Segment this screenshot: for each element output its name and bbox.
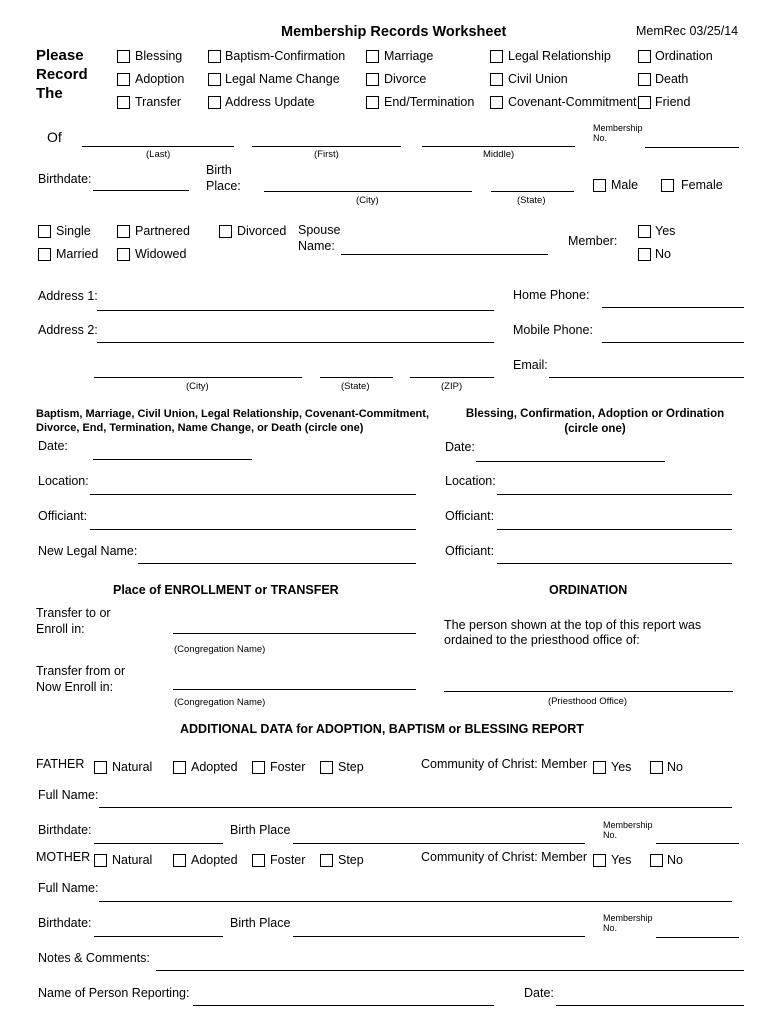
end-termination-checkbox[interactable] xyxy=(366,96,379,109)
father-member-no-checkbox[interactable] xyxy=(650,761,663,774)
address-update-label: Address Update xyxy=(225,95,315,109)
mother-adopted-label: Adopted xyxy=(191,853,238,867)
transfer-label: Transfer xyxy=(135,95,182,109)
enrollment-heading: Place of ENROLLMENT or TRANSFER xyxy=(113,583,339,597)
priesthood-office-caption: (Priesthood Office) xyxy=(548,696,628,707)
left-event-heading-2: Divorce, End, Termination, Name Change, or Death (circle one) xyxy=(36,422,364,434)
mother-full-name-field[interactable] xyxy=(99,901,732,902)
email-label: Email: xyxy=(513,358,548,372)
married-checkbox[interactable] xyxy=(38,248,51,261)
mother-foster-checkbox[interactable] xyxy=(252,854,265,867)
address-city-caption: (City) xyxy=(186,381,209,392)
divorced-checkbox[interactable] xyxy=(219,225,232,238)
baptism-confirmation-checkbox[interactable] xyxy=(208,50,221,63)
new-legal-name-label: New Legal Name: xyxy=(38,544,138,558)
mother-community-label: Community of Christ: Member xyxy=(421,850,588,864)
end-termination-label: End/Termination xyxy=(384,95,475,109)
divorce-checkbox[interactable] xyxy=(366,73,379,86)
father-step-label: Step xyxy=(338,760,364,774)
left-date-label: Date: xyxy=(38,439,68,453)
widowed-checkbox[interactable] xyxy=(117,248,130,261)
report-date-label: Date: xyxy=(524,986,554,1000)
mother-step-label: Step xyxy=(338,853,364,867)
address-state-field[interactable] xyxy=(320,377,393,378)
mother-natural-label: Natural xyxy=(112,853,153,867)
transfer-to-caption: (Congregation Name) xyxy=(174,644,266,655)
mother-foster-label: Foster xyxy=(270,853,306,867)
report-date-field[interactable] xyxy=(556,1005,744,1006)
address2-label: Address 2: xyxy=(38,323,98,337)
first-name-field[interactable] xyxy=(252,146,401,147)
mother-birth-place-label: Birth Place xyxy=(230,916,291,930)
divorce-label: Divorce xyxy=(384,72,427,86)
please-record-label-2: Record xyxy=(36,66,88,83)
mobile-phone-field[interactable] xyxy=(602,342,744,343)
ordination-heading: ORDINATION xyxy=(549,583,628,597)
ordination-text-1: The person shown at the top of this report was xyxy=(444,618,702,632)
reporter-label: Name of Person Reporting: xyxy=(38,986,190,1000)
blessing-label: Blessing xyxy=(135,49,183,63)
civil-union-checkbox[interactable] xyxy=(490,73,503,86)
mother-member-no-checkbox[interactable] xyxy=(650,854,663,867)
address1-label: Address 1: xyxy=(38,289,98,303)
mother-label: MOTHER xyxy=(36,850,91,864)
birthdate-label: Birthdate: xyxy=(38,172,92,186)
father-membership-no-label-1: Membership xyxy=(603,820,653,830)
spouse-label-2: Name: xyxy=(298,239,335,253)
father-birth-place-field[interactable] xyxy=(293,843,585,844)
birthdate-field[interactable] xyxy=(93,190,189,191)
ordination-text-2: ordained to the priesthood office of: xyxy=(444,633,640,647)
mother-membership-no-label-1: Membership xyxy=(603,913,653,923)
right-date-field[interactable] xyxy=(476,461,665,462)
friend-checkbox[interactable] xyxy=(638,96,651,109)
legal-relationship-checkbox[interactable] xyxy=(490,50,503,63)
last-caption: (Last) xyxy=(146,149,171,160)
address2-field[interactable] xyxy=(97,342,494,343)
mother-full-name-label: Full Name: xyxy=(38,881,99,895)
member-yes-checkbox[interactable] xyxy=(638,225,651,238)
baptism-confirmation-label: Baptism-Confirmation xyxy=(225,49,346,63)
member-no-label: No xyxy=(655,247,671,261)
address-city-field[interactable] xyxy=(94,377,302,378)
transfer-to-label-1: Transfer to or xyxy=(36,606,111,620)
transfer-to-field[interactable] xyxy=(173,633,416,634)
transfer-from-field[interactable] xyxy=(173,689,416,690)
left-officiant-label: Officiant: xyxy=(38,509,88,523)
male-label: Male xyxy=(611,178,639,192)
male-checkbox[interactable] xyxy=(593,179,606,192)
mother-natural-checkbox[interactable] xyxy=(94,854,107,867)
birth-place-label-1: Birth xyxy=(206,163,232,177)
reporter-field[interactable] xyxy=(193,1005,494,1006)
right-event-heading-2: (circle one) xyxy=(564,423,626,435)
new-legal-name-field[interactable] xyxy=(138,563,416,564)
right-officiant-label-2: Officiant: xyxy=(445,544,495,558)
birth-state-field[interactable] xyxy=(491,191,574,192)
mother-membership-no-field[interactable] xyxy=(656,937,739,938)
last-name-field[interactable] xyxy=(82,146,234,147)
father-label: FATHER xyxy=(36,757,85,771)
please-record-label-3: The xyxy=(36,85,63,102)
left-date-field[interactable] xyxy=(93,459,252,460)
female-label: Female xyxy=(681,178,723,192)
home-phone-field[interactable] xyxy=(602,307,744,308)
father-birth-place-label: Birth Place xyxy=(230,823,291,837)
transfer-from-label-2: Now Enroll in: xyxy=(36,680,114,694)
widowed-label: Widowed xyxy=(135,247,187,261)
mother-birthdate-label: Birthdate: xyxy=(38,916,92,930)
father-step-checkbox[interactable] xyxy=(320,761,333,774)
mother-step-checkbox[interactable] xyxy=(320,854,333,867)
right-location-field[interactable] xyxy=(497,494,732,495)
legal-relationship-label: Legal Relationship xyxy=(508,49,611,63)
father-birthdate-label: Birthdate: xyxy=(38,823,92,837)
member-yes-label: Yes xyxy=(655,224,676,238)
please-record-label-1: Please xyxy=(36,47,84,64)
left-event-heading-1: Baptism, Marriage, Civil Union, Legal Relationship, Covenant-Commitment, xyxy=(36,408,429,420)
priesthood-office-field[interactable] xyxy=(444,691,733,692)
member-no-checkbox[interactable] xyxy=(638,248,651,261)
address-zip-field[interactable] xyxy=(410,377,494,378)
single-label: Single xyxy=(56,224,91,238)
home-phone-label: Home Phone: xyxy=(513,288,590,302)
left-location-label: Location: xyxy=(38,474,89,488)
friend-label: Friend xyxy=(655,95,691,109)
female-checkbox[interactable] xyxy=(661,179,674,192)
right-location-label: Location: xyxy=(445,474,496,488)
father-adopted-checkbox[interactable] xyxy=(173,761,186,774)
spouse-label-1: Spouse xyxy=(298,223,341,237)
right-event-heading-1: Blessing, Confirmation, Adoption or Ordination xyxy=(465,408,725,420)
mother-birthdate-field[interactable] xyxy=(94,936,223,937)
transfer-from-label-1: Transfer from or xyxy=(36,664,126,678)
marriage-label: Marriage xyxy=(384,49,434,63)
birth-state-caption: (State) xyxy=(517,195,546,206)
transfer-from-caption: (Congregation Name) xyxy=(174,697,266,708)
adoption-label: Adoption xyxy=(135,72,185,86)
father-member-yes-label: Yes xyxy=(611,760,632,774)
mother-birth-place-field[interactable] xyxy=(293,936,585,937)
death-label: Death xyxy=(655,72,689,86)
father-birthdate-field[interactable] xyxy=(94,843,223,844)
partnered-label: Partnered xyxy=(135,224,190,238)
transfer-checkbox[interactable] xyxy=(117,96,130,109)
left-officiant-field[interactable] xyxy=(90,529,416,530)
middle-name-field[interactable] xyxy=(422,146,575,147)
birth-city-caption: (City) xyxy=(356,195,379,206)
father-membership-no-label-2: No. xyxy=(603,830,618,840)
membership-no-field[interactable] xyxy=(645,147,739,148)
married-label: Married xyxy=(56,247,99,261)
covenant-commitment-label: Covenant-Commitment xyxy=(508,95,637,109)
partnered-checkbox[interactable] xyxy=(117,225,130,238)
notes-field[interactable] xyxy=(156,970,744,971)
transfer-to-label-2: Enroll in: xyxy=(36,622,85,636)
father-full-name-field[interactable] xyxy=(99,807,732,808)
birth-place-label-2: Place: xyxy=(206,179,241,193)
father-natural-label: Natural xyxy=(112,760,153,774)
father-adopted-label: Adopted xyxy=(191,760,238,774)
right-date-label: Date: xyxy=(445,440,475,454)
of-label: Of xyxy=(47,129,62,145)
right-officiant-label-1: Officiant: xyxy=(445,509,495,523)
mother-member-yes-checkbox[interactable] xyxy=(593,854,606,867)
page-title: Membership Records Worksheet xyxy=(281,24,507,40)
father-member-no-label: No xyxy=(667,760,683,774)
father-foster-checkbox[interactable] xyxy=(252,761,265,774)
divorced-label: Divorced xyxy=(237,224,287,238)
middle-caption: Middle) xyxy=(483,149,515,160)
address-update-checkbox[interactable] xyxy=(208,96,221,109)
mother-member-yes-label: Yes xyxy=(611,853,632,867)
form-id: MemRec 03/25/14 xyxy=(636,24,739,38)
father-community-label: Community of Christ: Member xyxy=(421,757,588,771)
father-member-yes-checkbox[interactable] xyxy=(593,761,606,774)
father-foster-label: Foster xyxy=(270,760,306,774)
birth-city-field[interactable] xyxy=(264,191,472,192)
first-caption: (First) xyxy=(314,149,339,160)
father-full-name-label: Full Name: xyxy=(38,788,99,802)
mother-member-no-label: No xyxy=(667,853,683,867)
spouse-name-field[interactable] xyxy=(341,254,548,255)
mother-adopted-checkbox[interactable] xyxy=(173,854,186,867)
email-field[interactable] xyxy=(549,377,744,378)
legal-name-change-checkbox[interactable] xyxy=(208,73,221,86)
covenant-commitment-checkbox[interactable] xyxy=(490,96,503,109)
right-officiant-field-1[interactable] xyxy=(497,529,732,530)
member-label: Member: xyxy=(568,234,618,248)
father-natural-checkbox[interactable] xyxy=(94,761,107,774)
blessing-checkbox[interactable] xyxy=(117,50,130,63)
right-officiant-field-2[interactable] xyxy=(497,563,732,564)
additional-data-heading: ADDITIONAL DATA for ADOPTION, BAPTISM or BLESSING REPORT xyxy=(180,722,584,736)
membership-no-label-2: No. xyxy=(593,133,608,143)
father-membership-no-field[interactable] xyxy=(656,843,739,844)
address1-field[interactable] xyxy=(97,310,494,311)
ordination-checkbox[interactable] xyxy=(638,50,651,63)
single-checkbox[interactable] xyxy=(38,225,51,238)
left-location-field[interactable] xyxy=(90,494,416,495)
mobile-phone-label: Mobile Phone: xyxy=(513,323,593,337)
membership-no-label-1: Membership xyxy=(593,123,643,133)
death-checkbox[interactable] xyxy=(638,73,651,86)
notes-label: Notes & Comments: xyxy=(38,951,150,965)
address-state-caption: (State) xyxy=(341,381,370,392)
mother-membership-no-label-2: No. xyxy=(603,923,618,933)
civil-union-label: Civil Union xyxy=(508,72,568,86)
address-zip-caption: (ZIP) xyxy=(441,381,463,392)
ordination-label: Ordination xyxy=(655,49,713,63)
legal-name-change-label: Legal Name Change xyxy=(225,72,340,86)
adoption-checkbox[interactable] xyxy=(117,73,130,86)
marriage-checkbox[interactable] xyxy=(366,50,379,63)
